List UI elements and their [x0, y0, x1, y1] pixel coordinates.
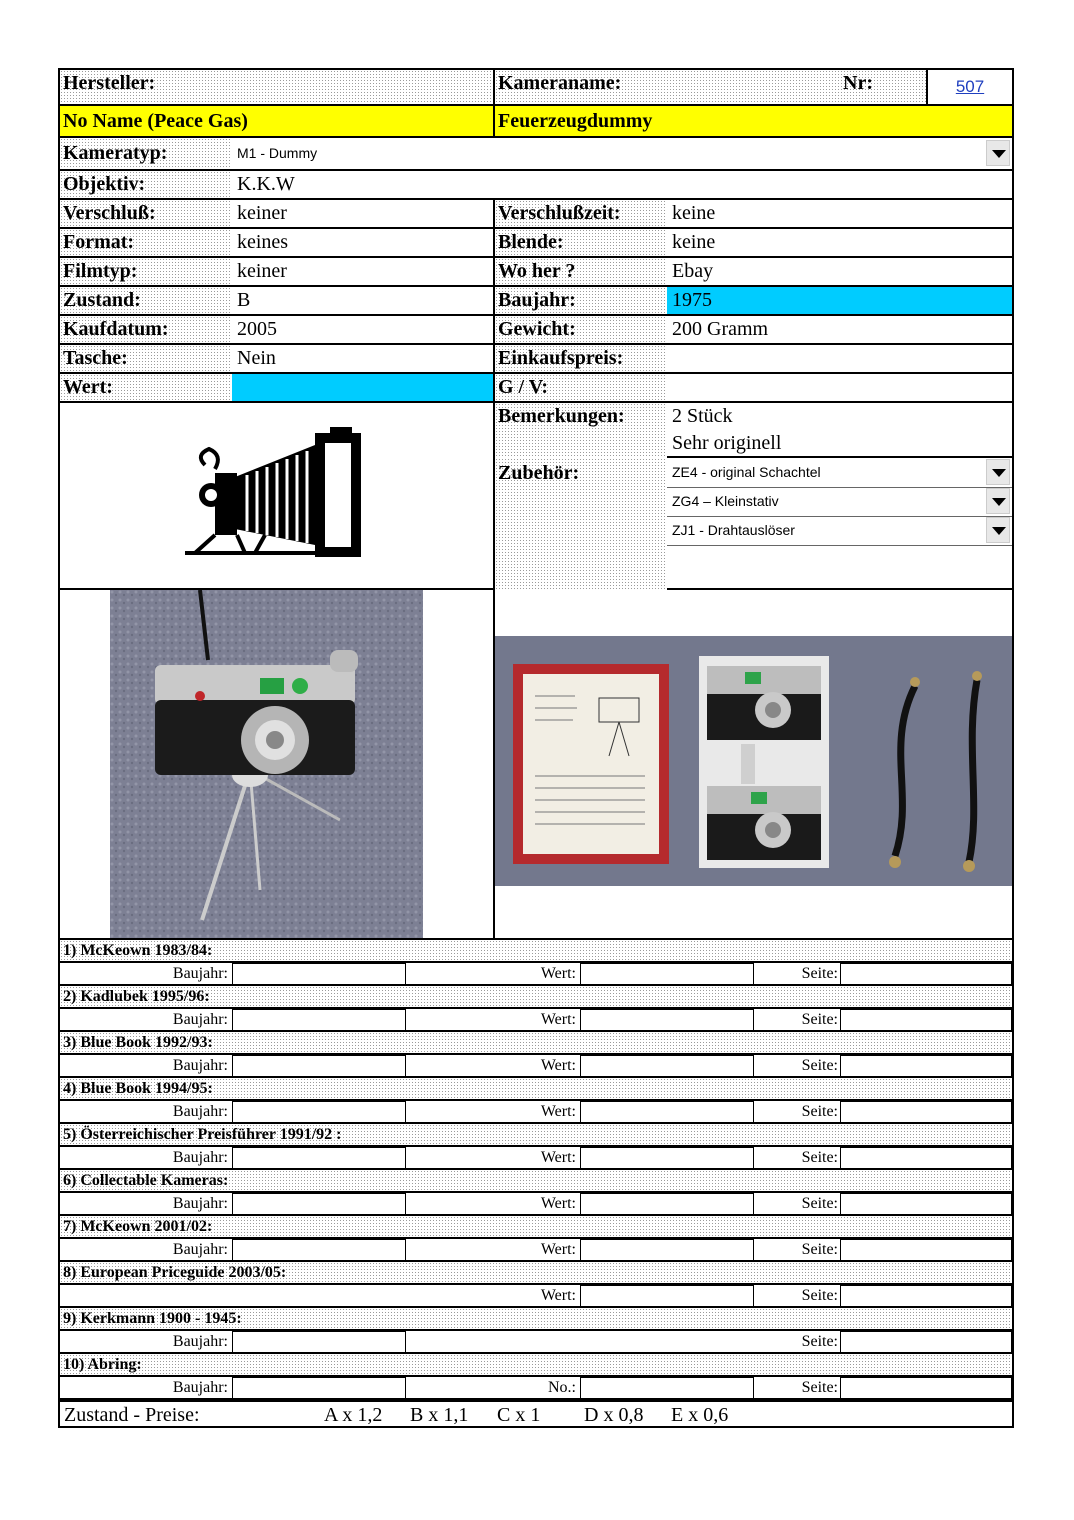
wert-input[interactable]	[580, 1147, 754, 1169]
seite-label: Seite:	[801, 1103, 838, 1120]
seite-label: Seite:	[801, 1287, 838, 1304]
factor-e: E x 0,6	[671, 1404, 729, 1426]
camera-record-sheet	[58, 68, 1014, 1428]
objektiv-value: K.K.W	[237, 173, 295, 195]
zubehoer-list	[667, 456, 1012, 590]
reference-title: 2) Kadlubek 1995/96:	[60, 986, 1012, 1009]
wert-input[interactable]	[580, 1377, 754, 1399]
zustand-preise-label: Zustand - Preise:	[64, 1404, 200, 1426]
bemerkungen-line-2: Sehr originell	[672, 432, 782, 454]
box-accessories-photo	[495, 636, 1012, 886]
baujahr-label: Baujahr:	[172, 965, 228, 982]
hersteller-value: No Name (Peace Gas)	[60, 106, 495, 136]
field-value-right: 1975	[667, 287, 1012, 314]
reference-title: 5) Österreichischer Preisführer 1991/92 :	[60, 1124, 1012, 1147]
chevron-down-icon[interactable]	[986, 140, 1010, 166]
wert-input[interactable]	[580, 1009, 754, 1031]
reference-values-row	[60, 1055, 1012, 1078]
field-row	[60, 287, 1012, 316]
kameratyp-select[interactable]	[232, 138, 1012, 169]
factor-d: D x 0,8	[584, 1404, 644, 1426]
reference-values-row	[60, 1147, 1012, 1170]
objektiv-label: Objektiv:	[60, 171, 232, 198]
kameratyp-label: Kameratyp:	[60, 138, 232, 169]
factor-c: C x 1	[497, 1404, 541, 1426]
zubehoer-item-label: ZG4 – Kleinstativ	[672, 493, 779, 509]
factor-b: B x 1,1	[410, 1404, 469, 1426]
field-value-right: keine	[672, 202, 716, 224]
field-value-right: 200 Gramm	[672, 318, 769, 340]
zubehoer-label: Zubehör:	[495, 456, 667, 590]
field-label-left: Zustand:	[60, 287, 232, 314]
header-label-row	[60, 70, 1012, 104]
objektiv-row	[60, 171, 1012, 200]
field-label-right: Blende:	[495, 229, 667, 256]
reference-title: 9) Kerkmann 1900 - 1945:	[60, 1308, 1012, 1331]
reference-title: 3) Blue Book 1992/93:	[60, 1032, 1012, 1055]
wert-input[interactable]	[580, 1101, 754, 1123]
field-label-left: Kaufdatum:	[60, 316, 232, 343]
field-value-left: keiner	[232, 200, 495, 227]
zubehoer-select[interactable]	[667, 458, 1012, 488]
baujahr-label: Baujahr:	[172, 1011, 228, 1028]
seite-input[interactable]	[840, 963, 1012, 985]
wert-label: Wert:	[540, 1149, 576, 1166]
baujahr-label: Baujahr:	[172, 1333, 228, 1350]
field-label-right: Baujahr:	[495, 287, 667, 314]
kameraname-label: Kameraname:	[495, 70, 840, 104]
zubehoer-block	[495, 456, 1012, 590]
baujahr-input[interactable]	[232, 1331, 406, 1353]
kameratyp-value: M1 - Dummy	[237, 145, 318, 161]
baujahr-label: Baujahr:	[172, 1195, 228, 1212]
baujahr-label: Baujahr:	[172, 1057, 228, 1074]
field-value-left: 2005	[232, 316, 495, 343]
hersteller-label: Hersteller:	[60, 70, 495, 104]
wert-label: Wert:	[540, 1011, 576, 1028]
field-row	[60, 258, 1012, 287]
factor-a: A x 1,2	[324, 1404, 383, 1426]
field-label-left: Filmtyp:	[60, 258, 232, 285]
field-value-left	[232, 374, 495, 401]
field-value-right: Ebay	[672, 260, 714, 282]
wert-input[interactable]	[580, 963, 754, 985]
folding-camera-logo	[175, 425, 375, 565]
reference-title: 4) Blue Book 1994/95:	[60, 1078, 1012, 1101]
kameraname-value: Feuerzeugdummy	[498, 110, 653, 132]
kameratyp-row	[60, 138, 1012, 171]
field-label-left: Wert:	[60, 374, 232, 401]
baujahr-input[interactable]	[232, 1009, 406, 1031]
baujahr-input[interactable]	[232, 1377, 406, 1399]
reference-values-row	[60, 1331, 1012, 1354]
field-value-right: keine	[672, 231, 716, 253]
baujahr-label: Baujahr:	[172, 1149, 228, 1166]
camera-tripod-photo	[110, 590, 423, 938]
bemerkungen-value	[667, 403, 1012, 458]
wert-input[interactable]	[580, 1239, 754, 1261]
nr-label: Nr:	[840, 70, 928, 104]
reference-values-row	[60, 1009, 1012, 1032]
seite-input[interactable]	[840, 1331, 1012, 1353]
reference-values-row	[60, 1377, 1012, 1400]
photo-right-cell	[495, 590, 1012, 938]
seite-label: Seite:	[801, 1241, 838, 1258]
baujahr-input[interactable]	[232, 1193, 406, 1215]
wert-label: Wert:	[540, 1103, 576, 1120]
seite-label: Seite:	[801, 1057, 838, 1074]
seite-input[interactable]	[840, 1377, 1012, 1399]
reference-values-row	[60, 1239, 1012, 1262]
seite-label: Seite:	[801, 1379, 838, 1396]
seite-input[interactable]	[840, 1009, 1012, 1031]
field-row	[60, 316, 1012, 345]
seite-input[interactable]	[840, 1101, 1012, 1123]
field-label-right: Einkaufspreis:	[495, 345, 667, 372]
bemerkungen-label: Bemerkungen:	[495, 403, 667, 458]
nr-link[interactable]: 507	[955, 77, 985, 96]
chevron-down-icon[interactable]	[986, 459, 1010, 485]
reference-title: 8) European Priceguide 2003/05:	[60, 1262, 1012, 1285]
wert-input[interactable]	[580, 1285, 754, 1307]
baujahr-input[interactable]	[232, 963, 406, 985]
baujahr-label: Baujahr:	[172, 1103, 228, 1120]
seite-input[interactable]	[840, 1055, 1012, 1077]
reference-values-row	[60, 1285, 1012, 1308]
chevron-down-icon[interactable]	[986, 517, 1010, 543]
baujahr-input[interactable]	[232, 1239, 406, 1261]
field-label-right: G / V:	[495, 374, 667, 401]
seite-label: Seite:	[801, 965, 838, 982]
reference-title: 7) McKeown 2001/02:	[60, 1216, 1012, 1239]
zustand-preise-row	[60, 1400, 1012, 1428]
field-value-left: keiner	[232, 258, 495, 285]
chevron-down-icon[interactable]	[986, 488, 1010, 514]
field-label-left: Tasche:	[60, 345, 232, 372]
field-label-right: Verschlußzeit:	[495, 200, 667, 227]
seite-label: Seite:	[801, 1011, 838, 1028]
field-value-right	[667, 374, 1012, 401]
wert-label: Wert:	[540, 1057, 576, 1074]
baujahr-label: Baujahr:	[172, 1379, 228, 1396]
seite-input[interactable]	[840, 1285, 1012, 1307]
field-row	[60, 345, 1012, 374]
baujahr-input[interactable]	[232, 1147, 406, 1169]
field-value-right	[667, 345, 1012, 372]
wert-label: Wert:	[540, 965, 576, 982]
reference-title: 10) Abring:	[60, 1354, 1012, 1377]
field-label-right: Wo her ?	[495, 258, 667, 285]
seite-input[interactable]	[840, 1147, 1012, 1169]
wert-input[interactable]	[580, 1055, 754, 1077]
zubehoer-select[interactable]	[667, 516, 1012, 546]
zubehoer-select[interactable]	[667, 487, 1012, 517]
seite-label: Seite:	[801, 1149, 838, 1166]
photo-row	[60, 590, 1012, 940]
field-value-left: keines	[232, 229, 495, 256]
field-label-right: Gewicht:	[495, 316, 667, 343]
field-value-left: Nein	[232, 345, 495, 372]
field-label-left: Verschluß:	[60, 200, 232, 227]
baujahr-input[interactable]	[232, 1101, 406, 1123]
wert-label: Wert:	[540, 1195, 576, 1212]
zubehoer-item-label: ZE4 - original Schachtel	[672, 464, 821, 480]
reference-values-row	[60, 1193, 1012, 1216]
reference-title: 6) Collectable Kameras:	[60, 1170, 1012, 1193]
seite-input[interactable]	[840, 1193, 1012, 1215]
reference-values-row	[60, 963, 1012, 986]
wert-label: Wert:	[540, 1287, 576, 1304]
reference-title: 1) McKeown 1983/84:	[60, 940, 1012, 963]
baujahr-input[interactable]	[232, 1055, 406, 1077]
baujahr-label: Baujahr:	[172, 1241, 228, 1258]
field-row	[60, 229, 1012, 258]
bemerkungen-line-1: 2 Stück	[672, 405, 733, 427]
seite-input[interactable]	[840, 1239, 1012, 1261]
wert-input[interactable]	[580, 1193, 754, 1215]
logo-cell	[60, 403, 495, 590]
photo-left-cell	[60, 590, 495, 938]
field-row	[60, 200, 1012, 229]
zubehoer-item-label: ZJ1 - Drahtauslöser	[672, 522, 795, 538]
wert-label: No.:	[548, 1379, 576, 1396]
bemerkungen-block	[495, 401, 1012, 458]
field-value-left: B	[232, 287, 495, 314]
field-row	[60, 374, 1012, 403]
wert-label: Wert:	[540, 1241, 576, 1258]
reference-values-row	[60, 1101, 1012, 1124]
seite-label: Seite:	[801, 1195, 838, 1212]
seite-label: Seite:	[801, 1333, 838, 1350]
nr-value-cell	[928, 70, 1012, 104]
header-value-row	[60, 104, 1012, 138]
field-label-left: Format:	[60, 229, 232, 256]
